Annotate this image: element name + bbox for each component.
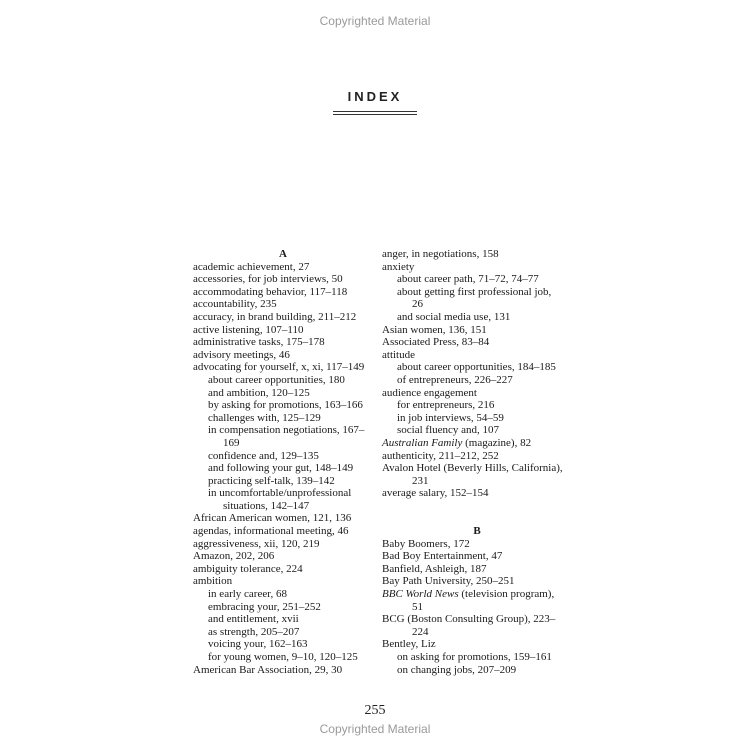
index-entry-text: for entrepreneurs, 216 [397, 399, 495, 412]
index-entry [382, 575, 572, 588]
index-entry-text: challenges with, 125–129 [208, 411, 321, 424]
index-entry [193, 336, 373, 349]
index-entry-text: in early career, 68 [208, 588, 287, 601]
index-subentry [193, 437, 373, 450]
index-subentry [382, 273, 572, 286]
index-entry [382, 387, 572, 400]
index-entry [193, 538, 373, 551]
index-entry [193, 298, 373, 311]
index-entry-text: about getting first professional job, [397, 285, 552, 298]
index-entry-text: as strength, 205–207 [208, 625, 300, 638]
index-subentry [382, 399, 572, 412]
index-entry-text: on changing jobs, 207–209 [397, 663, 517, 676]
index-entry-text: anger, in negotiations, 158 [382, 248, 499, 260]
index-entry-text: about career opportunities, 180 [208, 373, 345, 386]
index-entry-text: on asking for promotions, 159–161 [397, 651, 552, 663]
index-entry [193, 286, 373, 299]
index-subentry [193, 399, 373, 412]
index-entry [382, 450, 572, 463]
index-entry-text: attitude [382, 348, 415, 361]
index-entry-text: 26 [412, 298, 423, 311]
index-entry-text: accountability, 235 [193, 298, 277, 311]
section-spacer [382, 500, 572, 513]
index-entry-text: voicing your, 162–163 [208, 638, 308, 651]
index-entry-text: American Bar Association, 29, 30 [193, 663, 343, 676]
index-entry [193, 361, 373, 374]
index-entry-text: in uncomfortable/unprofessional [208, 487, 352, 500]
index-entry-text: about career path, 71–72, 74–77 [397, 273, 539, 286]
page-number: 255 [364, 703, 386, 718]
index-entry [193, 550, 373, 563]
index-entry-text: African American women, 121, 136 [193, 512, 352, 525]
index-entry [193, 664, 373, 677]
index-entry-text: advisory meetings, 46 [193, 348, 290, 361]
index-entry-text: agendas, informational meeting, 46 [193, 525, 349, 538]
index-subentry [193, 374, 373, 387]
index-entry [193, 273, 373, 286]
index-entry-text: authenticity, 211–212, 252 [382, 449, 499, 462]
index-entry-text: accuracy, in brand building, 211–212 [193, 310, 357, 323]
index-subentry [382, 311, 572, 324]
index-entry [382, 638, 572, 651]
index-subentry [193, 613, 373, 626]
index-subentry [193, 588, 373, 601]
index-subentry [193, 475, 373, 488]
index-subentry [193, 462, 373, 475]
index-subentry [193, 450, 373, 463]
index-entry-text: 224 [412, 625, 429, 638]
index-entry-text: Asian women, 136, 151 [382, 323, 487, 336]
index-entry-text: embracing your, 251–252 [208, 600, 321, 613]
index-entry [382, 487, 572, 500]
index-entry-text: Baby Boomers, 172 [382, 537, 470, 550]
index-entry [382, 550, 572, 563]
index-entry-text: advocating for yourself, x, xi, 117–149 [193, 361, 365, 374]
index-entry-text: Bay Path University, 250–251 [382, 575, 515, 588]
index-entry-text: and social media use, 131 [397, 310, 511, 323]
index-subentry [382, 424, 572, 437]
index-entry-text: accommodating behavior, 117–118 [193, 285, 348, 298]
index-subentry [382, 601, 572, 614]
index-entry [193, 525, 373, 538]
title-rule-bottom [333, 114, 417, 115]
index-entry-text: Avalon Hotel (Beverly Hills, California), [382, 462, 563, 475]
index-entry [382, 538, 572, 551]
index-entry-text: anxiety [382, 260, 415, 273]
index-entry-text: active listening, 107–110 [193, 323, 304, 336]
index-entry-title: Australian Family [382, 436, 463, 449]
index-column-right [382, 248, 572, 676]
index-entry-text: audience engagement [382, 386, 477, 399]
index-subentry [193, 638, 373, 651]
index-entry-text: (magazine), 82 [462, 436, 532, 449]
index-entry [382, 261, 572, 274]
index-entry-text: in job interviews, 54–59 [397, 411, 504, 424]
index-entry [382, 563, 572, 576]
index-subentry [382, 651, 572, 664]
index-subentry [382, 664, 572, 677]
index-subentry [193, 387, 373, 400]
title-rule-top [333, 111, 417, 112]
index-entry [382, 248, 572, 261]
index-entry-text: (television program), [458, 588, 555, 601]
index-entry-text: situations, 142–147 [223, 499, 310, 512]
index-entry-text: and ambition, 120–125 [208, 386, 310, 399]
section-spacer [382, 512, 572, 525]
index-entry-text: practicing self-talk, 139–142 [208, 474, 335, 487]
index-entry-text: confidence and, 129–135 [208, 449, 319, 462]
index-entry [382, 462, 572, 475]
index-entry-text: in compensation negotiations, 167– [208, 424, 365, 437]
index-subentry [382, 374, 572, 387]
index-entry-text: Bentley, Liz [382, 638, 436, 651]
index-entry [193, 311, 373, 324]
index-entry-text: ambiguity tolerance, 224 [193, 562, 303, 575]
index-entry-text: academic achievement, 27 [193, 260, 310, 273]
index-subentry [382, 412, 572, 425]
index-entry-text: and following your gut, 148–149 [208, 462, 354, 475]
index-title: INDEX [347, 89, 403, 104]
index-entry-text: about career opportunities, 184–185 [397, 361, 556, 374]
index-entry [193, 563, 373, 576]
index-subentry [382, 286, 572, 299]
section-letter: A [279, 248, 287, 260]
index-entry-text: social fluency and, 107 [397, 424, 500, 437]
index-entry-text: 169 [223, 436, 240, 449]
index-entry-text: by asking for promotions, 163–166 [208, 399, 363, 412]
index-entry [193, 575, 373, 588]
index-entry-text: Amazon, 202, 206 [193, 550, 275, 563]
index-entry [193, 324, 373, 337]
index-column-left [193, 248, 373, 676]
index-entry-text: average salary, 152–154 [382, 487, 489, 500]
index-entry-text: ambition [193, 575, 233, 588]
index-entry-text: and entitlement, xvii [208, 613, 299, 626]
index-entry [382, 336, 572, 349]
index-subentry [382, 298, 572, 311]
index-subentry [193, 651, 373, 664]
index-entry [382, 324, 572, 337]
copyright-watermark-bottom: Copyrighted Material [319, 722, 431, 736]
index-entry-text: for young women, 9–10, 120–125 [208, 651, 358, 663]
copyright-watermark-top: Copyrighted Material [319, 14, 431, 28]
index-entry-text: 231 [412, 474, 429, 487]
index-subentry [382, 626, 572, 639]
index-subentry [382, 361, 572, 374]
index-entry-text: accessories, for job interviews, 50 [193, 273, 343, 286]
index-entry-text: of entrepreneurs, 226–227 [397, 373, 513, 386]
index-entry [382, 613, 572, 626]
index-subentry [193, 487, 373, 500]
index-subentry [193, 500, 373, 513]
index-entry-text: aggressiveness, xii, 120, 219 [193, 537, 320, 550]
index-entry [193, 512, 373, 525]
index-entry-text: Bad Boy Entertainment, 47 [382, 550, 503, 563]
section-letter: B [473, 525, 481, 538]
index-entry-text: 51 [412, 600, 423, 613]
index-entry-text: Associated Press, 83–84 [382, 336, 490, 349]
index-subentry [382, 475, 572, 488]
index-entry [193, 261, 373, 274]
index-subentry [193, 626, 373, 639]
index-entry [193, 349, 373, 362]
index-entry [382, 588, 572, 601]
index-entry-text: administrative tasks, 175–178 [193, 336, 325, 349]
index-subentry [193, 601, 373, 614]
index-entry [382, 437, 572, 450]
index-entry-text: BCG (Boston Consulting Group), 223– [382, 613, 556, 626]
index-subentry [193, 424, 373, 437]
index-entry [382, 349, 572, 362]
index-entry-text: Banfield, Ashleigh, 187 [382, 562, 487, 575]
index-subentry [193, 412, 373, 425]
index-entry-title: BBC World News [382, 588, 459, 601]
